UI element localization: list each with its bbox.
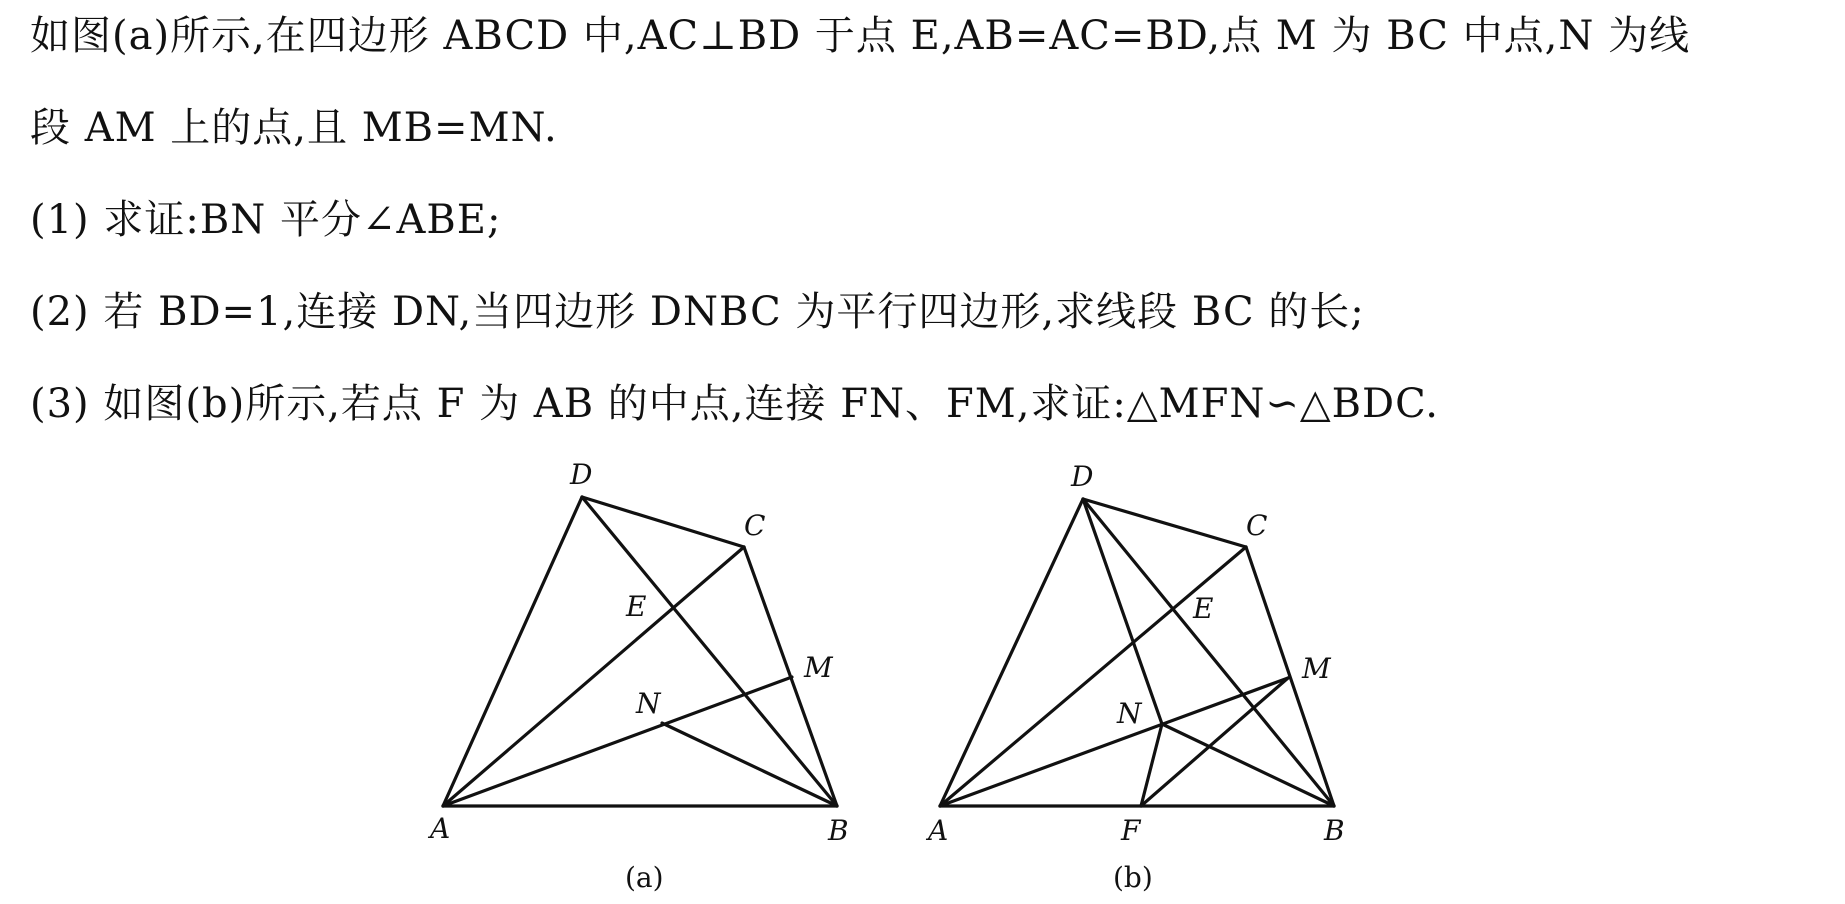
segment-fm-b <box>1141 678 1288 806</box>
segment-am <box>443 677 792 806</box>
label-n-a: N <box>636 687 661 720</box>
segment-ad <box>443 497 582 806</box>
label-n-b: N <box>1117 697 1142 730</box>
segment-dc-b <box>1083 499 1246 547</box>
problem-line-2: 段 AM 上的点,且 MB=MN. <box>30 105 558 151</box>
segment-dc <box>582 497 744 547</box>
label-e-b: E <box>1193 592 1214 625</box>
segment-ac <box>443 547 744 806</box>
segment-dn-b <box>1083 499 1162 724</box>
problem-part-2: (2) 若 BD=1,连接 DN,当四边形 DNBC 为平行四边形,求线段 BC 的长; <box>30 289 1365 335</box>
label-m-a: M <box>804 651 833 684</box>
problem-part-1: (1) 求证:BN 平分∠ABE; <box>30 197 502 243</box>
figure-b <box>925 460 1345 894</box>
figure-a <box>427 458 849 894</box>
caption-a: (a) <box>625 861 664 894</box>
label-c-a: C <box>744 509 766 542</box>
caption-b: (b) <box>1113 861 1153 894</box>
label-b-a: B <box>828 814 849 847</box>
label-a-b: A <box>928 814 949 847</box>
label-a-a: A <box>430 812 451 845</box>
problem-line-1: 如图(a)所示,在四边形 ABCD 中,AC⊥BD 于点 E,AB=AC=BD,点 M 为 BC 中点,N 为线 <box>30 13 1691 59</box>
label-c-b: C <box>1246 509 1268 542</box>
label-e-a: E <box>626 590 647 623</box>
label-b-b: B <box>1324 814 1345 847</box>
segment-ac-b <box>940 547 1246 806</box>
problem-part-3: (3) 如图(b)所示,若点 F 为 AB 的中点,连接 FN、FM,求证:△MFN∽△BDC. <box>30 381 1439 427</box>
label-d-b: D <box>1071 460 1094 493</box>
label-d-a: D <box>570 458 593 491</box>
label-m-b: M <box>1302 652 1331 685</box>
label-f-b: F <box>1121 814 1141 847</box>
segment-fn-b <box>1141 724 1162 806</box>
